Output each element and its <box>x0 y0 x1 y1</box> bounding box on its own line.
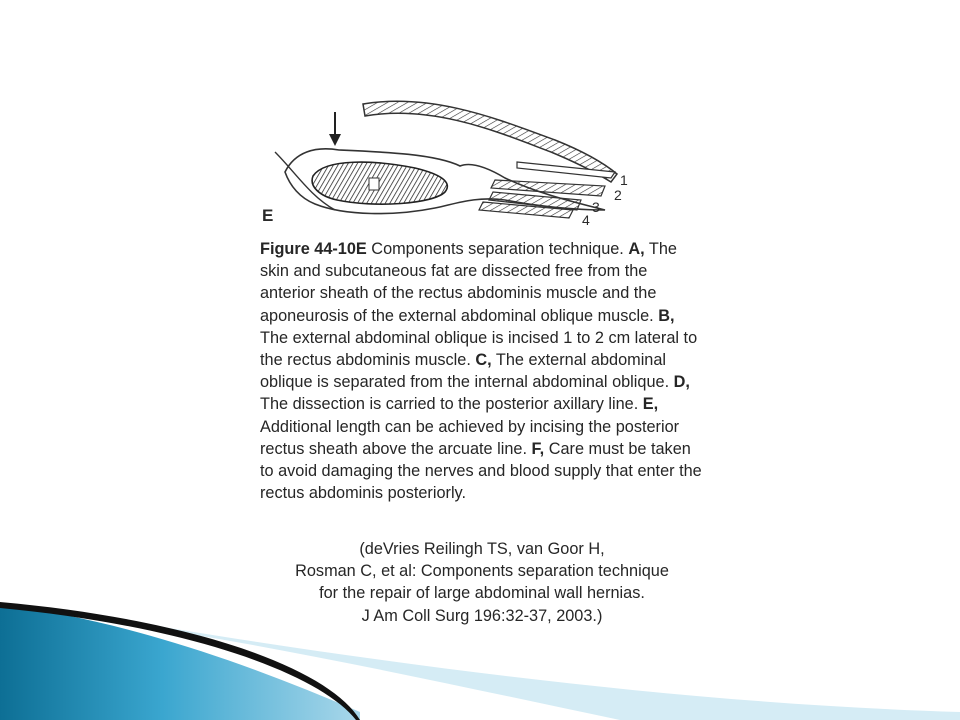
step-letter: A, <box>628 240 645 258</box>
citation-line: J Am Coll Surg 196:32-37, 2003.) <box>361 606 603 625</box>
step-letter: E, <box>642 395 659 414</box>
step-text: Care must be taken to avoid damaging the nerves and blood supply that enter the rectus abdominis posteriorly. <box>260 439 702 503</box>
step-text: The external abdominal oblique is separated from the internal abdominal oblique. <box>260 351 674 392</box>
step-text: The external abdominal oblique is incised 1 to 2 cm lateral to the rectus abdominis muscle. <box>260 328 698 370</box>
step-text: The skin and subcutaneous fat are dissected free from the anterior sheath of the rectus abdominis muscle and the aponeurosis of the external abdominal oblique muscle. <box>260 240 677 325</box>
callout-label-3: 3 <box>592 199 600 215</box>
step-letter: F, <box>531 439 545 458</box>
step-letter: B, <box>658 306 675 325</box>
step-text: Additional length can be achieved by incising the posterior rectus sheath above the arcuate line. <box>260 417 680 458</box>
figure-caption <box>260 238 705 504</box>
citation-line: Rosman C, et al: Components separation technique <box>295 562 669 581</box>
callout-label-4: 4 <box>582 212 590 228</box>
anatomy-illustration <box>255 92 675 232</box>
step-text: The dissection is carried to the posterior axillary line. <box>260 395 643 414</box>
step-letter: D, <box>673 373 690 392</box>
callout-label-2: 2 <box>614 187 622 203</box>
citation-line: for the repair of large abdominal wall hernias. <box>319 584 645 603</box>
step-letter: C, <box>475 351 492 370</box>
citation-line: (deVries Reilingh TS, van Goor H, <box>359 540 605 558</box>
figure-id: Figure 44-10E <box>260 240 367 258</box>
callout-label-1: 1 <box>620 172 628 188</box>
swoosh-blue <box>0 604 360 720</box>
decorative-swoosh <box>0 600 960 720</box>
caption-title: Components separation technique. <box>366 240 629 258</box>
panel-label: E <box>262 206 274 225</box>
